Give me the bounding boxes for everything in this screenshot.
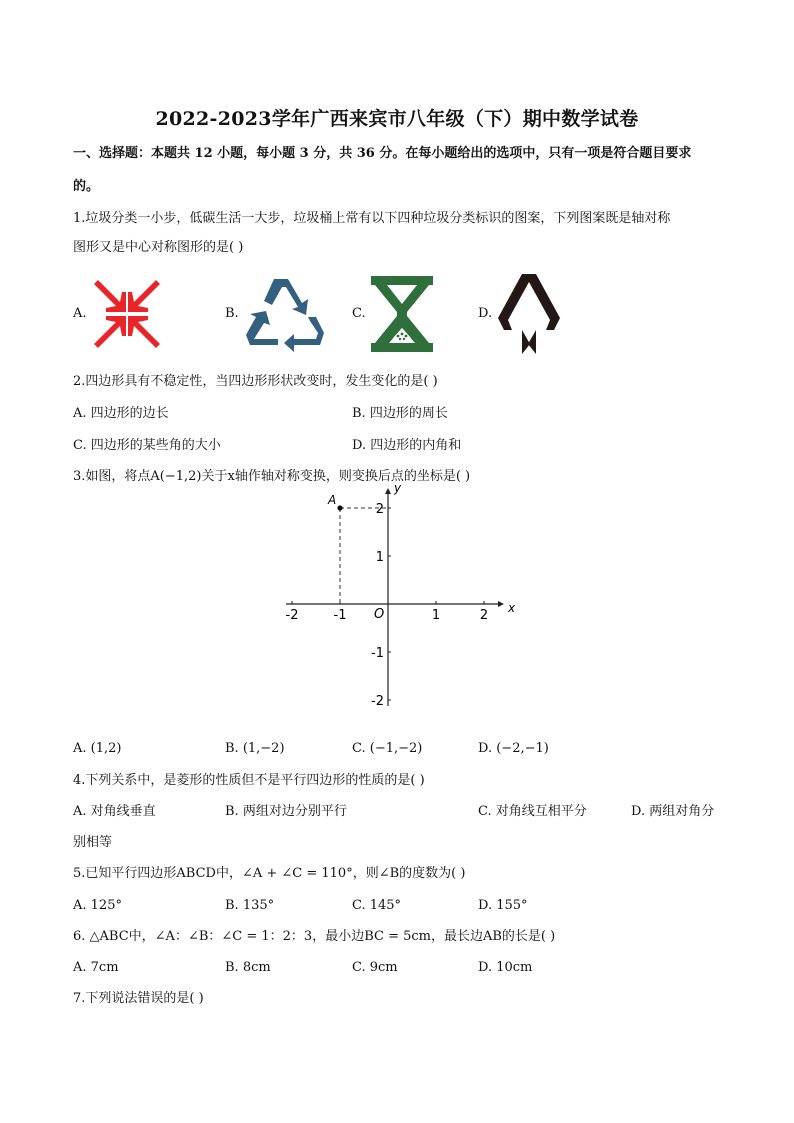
- q4-option-c: C. 对角线互相平分: [478, 804, 587, 819]
- q5-option-c: C. 145°: [352, 898, 402, 913]
- point-a: [337, 505, 342, 510]
- x-tick-label: -1: [333, 608, 347, 623]
- origin-label: O: [374, 607, 385, 622]
- x-axis-label: x: [508, 601, 516, 615]
- q2-option-a: A. 四边形的边长: [73, 406, 169, 421]
- y-tick-label: -2: [371, 694, 384, 709]
- y-axis-arrow: [385, 488, 391, 494]
- x-axis-arrow: [498, 601, 504, 607]
- inward-arrows-icon: [92, 278, 162, 350]
- point-label: A: [328, 493, 337, 507]
- q5-option-b: B. 135°: [225, 898, 275, 913]
- q3-option-d: D. (−2,−1): [478, 741, 549, 756]
- y-tick-label: 2: [375, 502, 384, 517]
- y-axis-label: y: [394, 481, 402, 495]
- q2-option-c: C. 四边形的某些角的大小: [73, 438, 221, 453]
- arrow-loop-icon: [496, 272, 562, 356]
- q5-option-d: D. 155°: [478, 898, 528, 913]
- q4-option-b: B. 两组对边分别平行: [225, 804, 347, 819]
- hourglass-icon: [371, 276, 433, 352]
- q1-stem-line2: 图形又是中心对称图形的是( ): [73, 240, 244, 255]
- coordinate-plane: [270, 480, 520, 720]
- x-tick-label: -2: [285, 608, 299, 623]
- q1-option-a-label: A.: [73, 306, 87, 321]
- q5-stem: 5.已知平行四边形ABCD中，∠A + ∠C = 110°，则∠B的度数为( ): [73, 866, 466, 881]
- y-tick-label: 1: [375, 550, 384, 565]
- page-title: 2022-2023学年广西来宾市八年级（下）期中数学试卷: [155, 108, 639, 130]
- q1-stem-line1: 1.垃圾分类一小步，低碳生活一大步，垃圾桶上常有以下四种垃圾分类标识的图案，下列图案既是轴对称: [73, 211, 671, 226]
- section1-line2: 的。: [73, 179, 100, 194]
- x-tick-label: 1: [431, 608, 441, 623]
- section1-line1: 一、选择题：本题共 12 小题，每小题 3 分，共 36 分。在每小题给出的选项中，只有一项是符合题目要求: [73, 146, 692, 161]
- q3-option-a: A. (1,2): [73, 741, 122, 756]
- x-tick-label: 2: [479, 608, 489, 623]
- recycle-icon: [244, 273, 328, 353]
- y-tick-label: -1: [371, 646, 384, 661]
- q3-option-c: C. (−1,−2): [352, 741, 423, 756]
- q2-option-d: D. 四边形的内角和: [352, 438, 462, 453]
- q5-option-a: A. 125°: [73, 898, 122, 913]
- q6-option-b: B. 8cm: [225, 960, 271, 975]
- q4-option-d: D. 两组对角分: [631, 804, 715, 819]
- q3-stem: 3.如图，将点A(−1,2)关于x轴作轴对称变换，则变换后点的坐标是( ): [73, 469, 471, 484]
- q3-option-b: B. (1,−2): [225, 741, 285, 756]
- q1-option-c-label: C.: [352, 306, 366, 321]
- q4-stem: 4.下列关系中，是菱形的性质但不是平行四边形的性质的是( ): [73, 773, 425, 788]
- q6-option-d: D. 10cm: [478, 960, 533, 975]
- q1-option-d-label: D.: [478, 306, 493, 321]
- q4-option-d-wrap: 别相等: [73, 835, 113, 850]
- q6-option-c: C. 9cm: [352, 960, 398, 975]
- q1-option-b-label: B.: [225, 306, 239, 321]
- q6-option-a: A. 7cm: [73, 960, 119, 975]
- q4-option-a: A. 对角线垂直: [73, 804, 156, 819]
- q6-stem: 6. △ABC中，∠A：∠B：∠C = 1：2：3，最小边BC = 5cm，最长边AB的长是( ): [73, 929, 556, 944]
- q2-stem: 2.四边形具有不稳定性，当四边形形状改变时，发生变化的是( ): [73, 374, 438, 389]
- q2-option-b: B. 四边形的周长: [352, 406, 448, 421]
- q7-stem: 7.下列说法错误的是( ): [73, 991, 204, 1006]
